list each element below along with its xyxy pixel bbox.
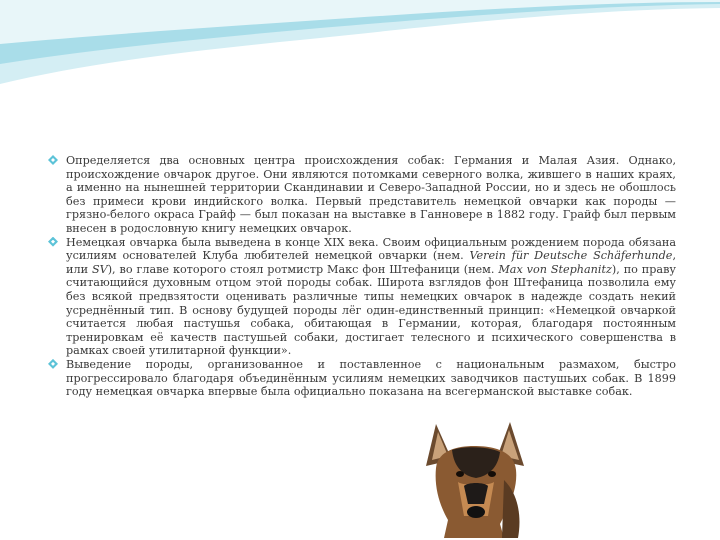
text-block [48,154,676,399]
german-shepherd-dog-photo [418,420,533,538]
paragraph-text [66,358,676,398]
text-run: , или [66,249,676,276]
paragraph-text [66,236,676,358]
diamond-bullet-icon [48,237,58,247]
list-item [48,358,676,399]
italic-term: Verein für Deutsche Schäferhunde [469,249,673,263]
text-run: Немецкая овчарка была выведена в конце XIX века. Своим официальным рождением порода обязана усилиям основателей Клуба любителей немецкой овчарки (нем. [66,235,676,263]
text-run: Определяется два основных центра происхождения собак: Германия и Малая Азия. Однако, происхождение овчарок другое. Они являются потомками северного волка, жившего в наших краях, а именно на нынешней территории Скандинавии и Северо-Западной России, но и здесь не обошлось без примеси крови индийского волка. Первый представитель немецкой овчарки как породы — грязно-белого окраса Грайф — был показан на выставке в Ганновере в 1882 году. Грайф был первым внесен в родословную книгу немецких овчарок. [66,154,676,235]
italic-term: Max von Stephanitz [498,262,612,276]
paragraph-text [66,154,676,235]
header-wave-decoration [0,0,720,120]
text-run: Выведение породы, организованное и поставленное с национальным размахом, быстро прогрессировало благодаря объединённым усилиям немецких заводчиков пастушьих собак. В 1899 году немецкая овчарка впервые была официально показана на всегерманской выставке собак. [66,357,676,399]
italic-term: SV [91,262,108,276]
diamond-bullet-icon [48,359,58,369]
list-item [48,154,676,236]
text-run: ), по праву считающийся духовным отцом этой породы собак. Широта взглядов фон Штефаница позволила ему без всякой предвзятости оценивать различные типы немецких овчарок в надежде создать некий усреднённый тип. В основу будущей породы лёг один-единственный принцип: «Немецкой овчаркой считается любая пастушья собака, обитающая в Германии, которая, благодаря постоянным тренировкам её качеств пастушьей собаки, достигает телесного и психического совершенства в рамках своей утилитарной функции». [66,262,676,358]
diamond-bullet-icon [48,155,58,165]
text-run: ), во главе которого стоял ротмистр Макс фон Штефаници (нем. [107,262,499,276]
list-item [48,236,676,358]
